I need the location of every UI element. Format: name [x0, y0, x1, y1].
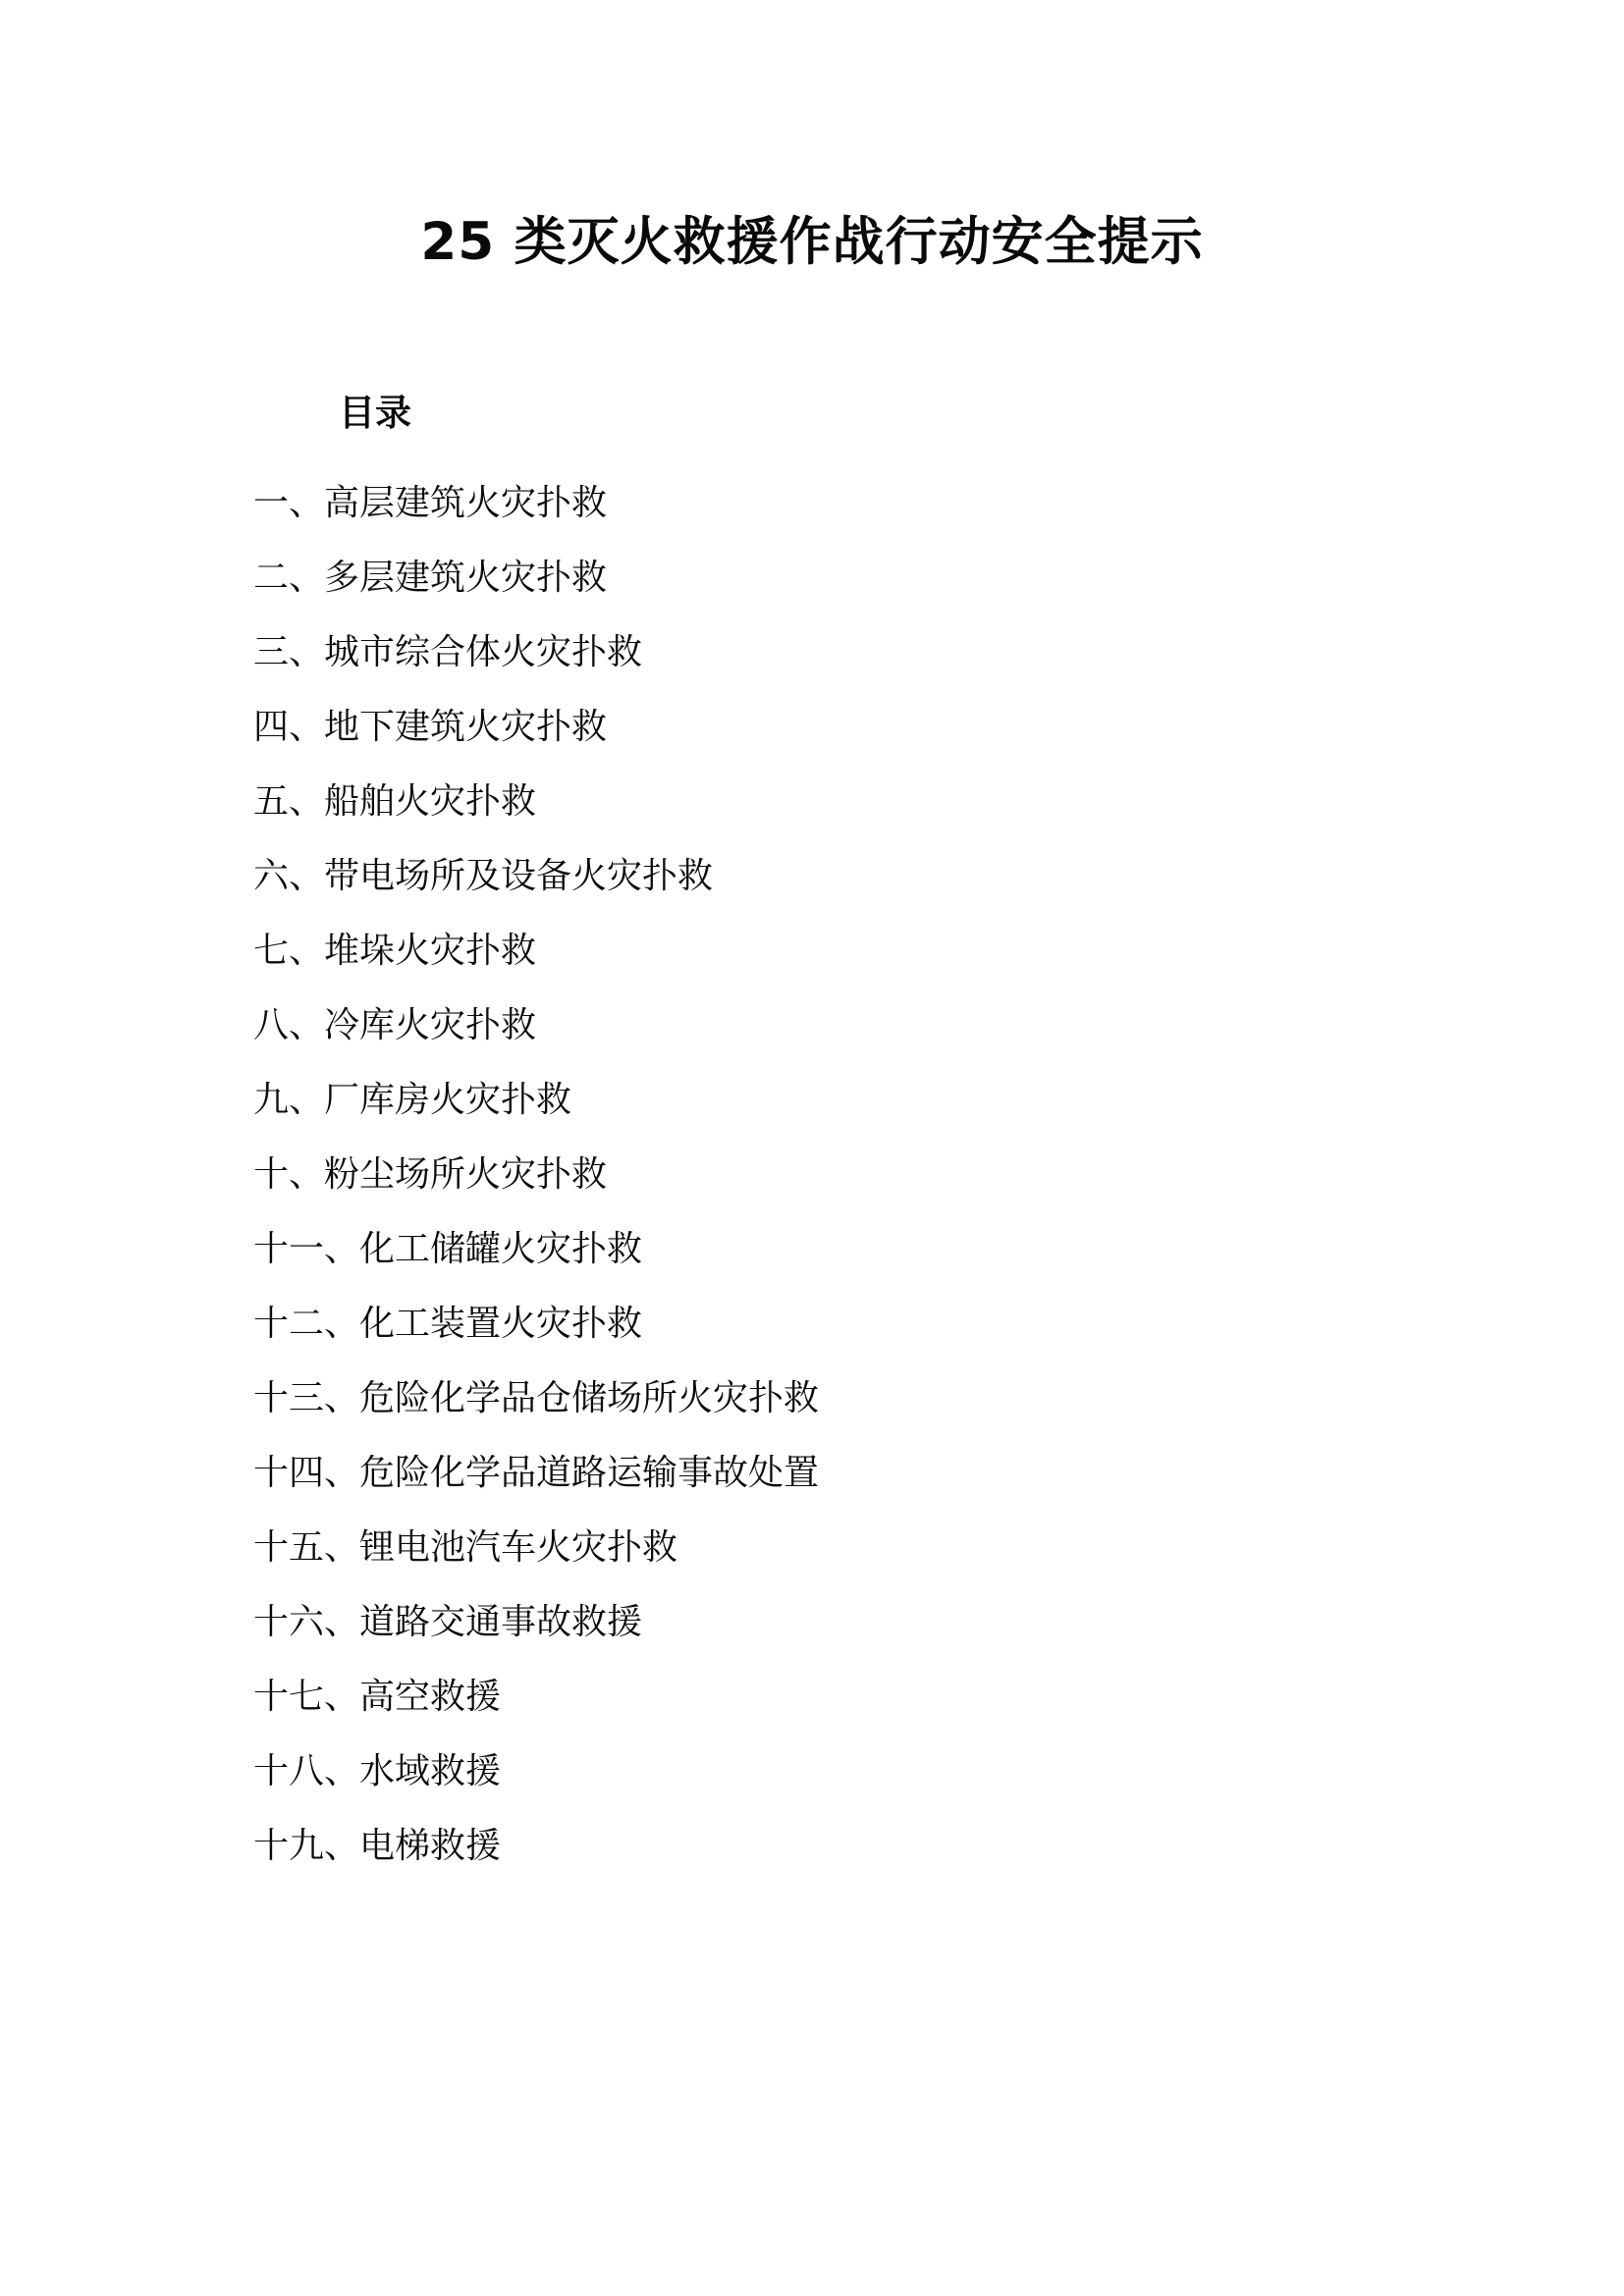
toc-entry: 四、地下建筑火灾扑救: [253, 706, 608, 747]
toc-entry: 六、带电场所及设备火灾扑救: [253, 855, 714, 896]
toc-entry: 十一、化工储罐火灾扑救: [253, 1228, 643, 1269]
toc-entry: 十四、危险化学品道路运输事故处置: [253, 1452, 820, 1493]
toc-entry: 九、厂库房火灾扑救: [253, 1079, 572, 1120]
table-of-contents-heading: 目录: [339, 391, 411, 434]
page-title: 25 类灭火救援作战行动安全提示: [420, 212, 1204, 272]
toc-entry: 二、多层建筑火灾扑救: [253, 557, 608, 598]
toc-entry: 十七、高空救援: [253, 1676, 502, 1717]
toc-entry: 十六、道路交通事故救援: [253, 1601, 643, 1642]
toc-entry: 三、城市综合体火灾扑救: [253, 631, 643, 672]
toc-entry: 十二、化工装置火灾扑救: [253, 1303, 643, 1344]
toc-entry: 五、船舶火灾扑救: [253, 780, 537, 822]
toc-entry: 十三、危险化学品仓储场所火灾扑救: [253, 1377, 820, 1418]
toc-entry: 八、冷库火灾扑救: [253, 1004, 537, 1045]
toc-entry: 十八、水域救援: [253, 1750, 502, 1791]
toc-entry: 十五、锂电池汽车火灾扑救: [253, 1526, 678, 1568]
toc-entry: 十九、电梯救援: [253, 1825, 502, 1866]
table-of-contents-list: [0, 435, 1624, 1884]
toc-entry: 一、高层建筑火灾扑救: [253, 482, 608, 523]
toc-entry: 十、粉尘场所火灾扑救: [253, 1153, 608, 1195]
toc-entry: 七、堆垛火灾扑救: [253, 930, 537, 971]
